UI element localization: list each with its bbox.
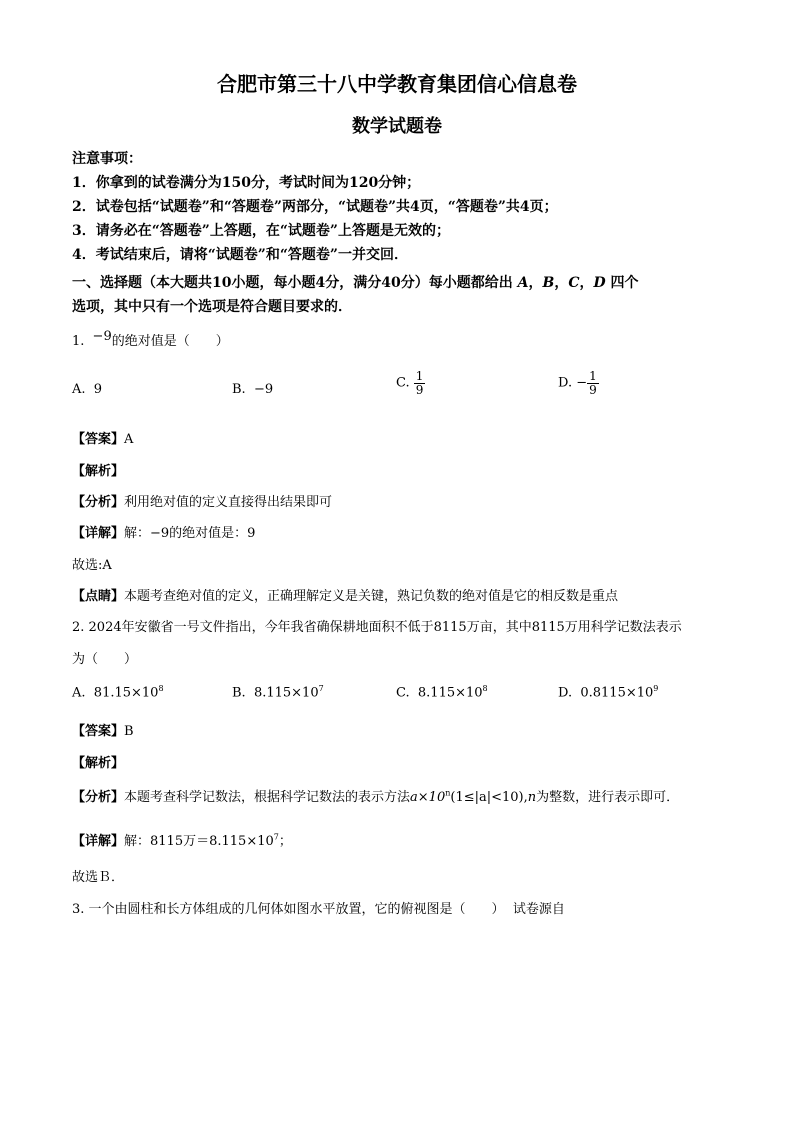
q1-comment: 【点睛】本题考查绝对值的定义，正确理解定义是关键，熟记负数的绝对值是它的相反数是重点: [72, 589, 619, 604]
document-title: 合肥市第三十八中学教育集团信心信息卷: [217, 72, 577, 96]
q1-analysis: 【分析】利用绝对值的定义直接得出结果即可: [72, 495, 333, 510]
q1-option-b: B. −9: [232, 382, 274, 397]
q1-jiexi-heading: 【解析】: [72, 464, 125, 479]
q1-option-c: C. $\frac{1}{9}$: [396, 369, 424, 397]
q1-option-d: D. − $\frac{1}{9}$: [558, 369, 597, 397]
q2-option-c: C. $8.115\times 10^8$: [396, 684, 488, 701]
notice-item: 1．你拿到的试卷满分为150分，考试时间为120分钟；: [72, 175, 421, 191]
q2-answer: 【答案】B: [72, 724, 134, 739]
q2-analysis: 【分析】本题考查科学记数法，根据科学记数法的表示方法$a\times 10^n(1\le|a|<10),n$为整数，进行表示即可．: [72, 788, 680, 805]
notice-item: 2．试卷包括“试题卷”和“答题卷”两部分，“试题卷”共4页，“答题卷”共4页；: [72, 199, 558, 215]
notice-item: 4．考试结束后，请将“试题卷”和“答题卷”一并交回．: [72, 247, 408, 263]
question-2: 2. 2024年安徽省一号文件指出，今年我省确保耕地面积不低于8115万亩，其中8115万用科学记数法表示: [72, 620, 682, 635]
question-1: 1. −9的绝对值是（ ）: [72, 329, 229, 349]
notice-heading: 注意事项：: [72, 151, 142, 167]
q2-option-b: B. $8.115\times 10^7$: [232, 684, 324, 701]
q1-choice: 故选:A: [72, 558, 112, 573]
q2-jiexi-heading: 【解析】: [72, 756, 125, 771]
section-instruction: 一、选择题（本大题共10小题，每小题4分，满分40分）每小题都给出 A，B，C，D 四个: [72, 275, 639, 291]
q2-choice: 故选Ｂ．: [72, 870, 125, 885]
q1-option-a: A. 9: [72, 382, 103, 397]
notice-item: 3．请务必在“答题卷”上答题，在“试题卷”上答题是无效的；: [72, 223, 450, 239]
section-instruction-cont: 选项，其中只有一个选项是符合题目要求的．: [72, 299, 352, 315]
q2-detail: 【详解】解：8115万$=8.115\times 10^7$；: [72, 832, 292, 849]
fraction: $\frac{1}{9}$: [589, 369, 597, 397]
question-3: 3. 一个由圆柱和长方体组成的几何体如图水平放置，它的俯视图是（ ） 试卷源自: [72, 902, 565, 917]
q1-detail: 【详解】解：−9的绝对值是：9: [72, 526, 256, 541]
q2-option-d: D. $0.8115\times 10^9$: [558, 684, 659, 701]
q1-answer: 【答案】A: [72, 432, 134, 447]
question-2-cont: 为（ ）: [72, 652, 138, 667]
q2-option-a: A. $81.15\times 10^8$: [72, 684, 164, 701]
document-subtitle: 数学试题卷: [352, 116, 442, 137]
fraction: $\frac{1}{9}$: [415, 369, 424, 397]
